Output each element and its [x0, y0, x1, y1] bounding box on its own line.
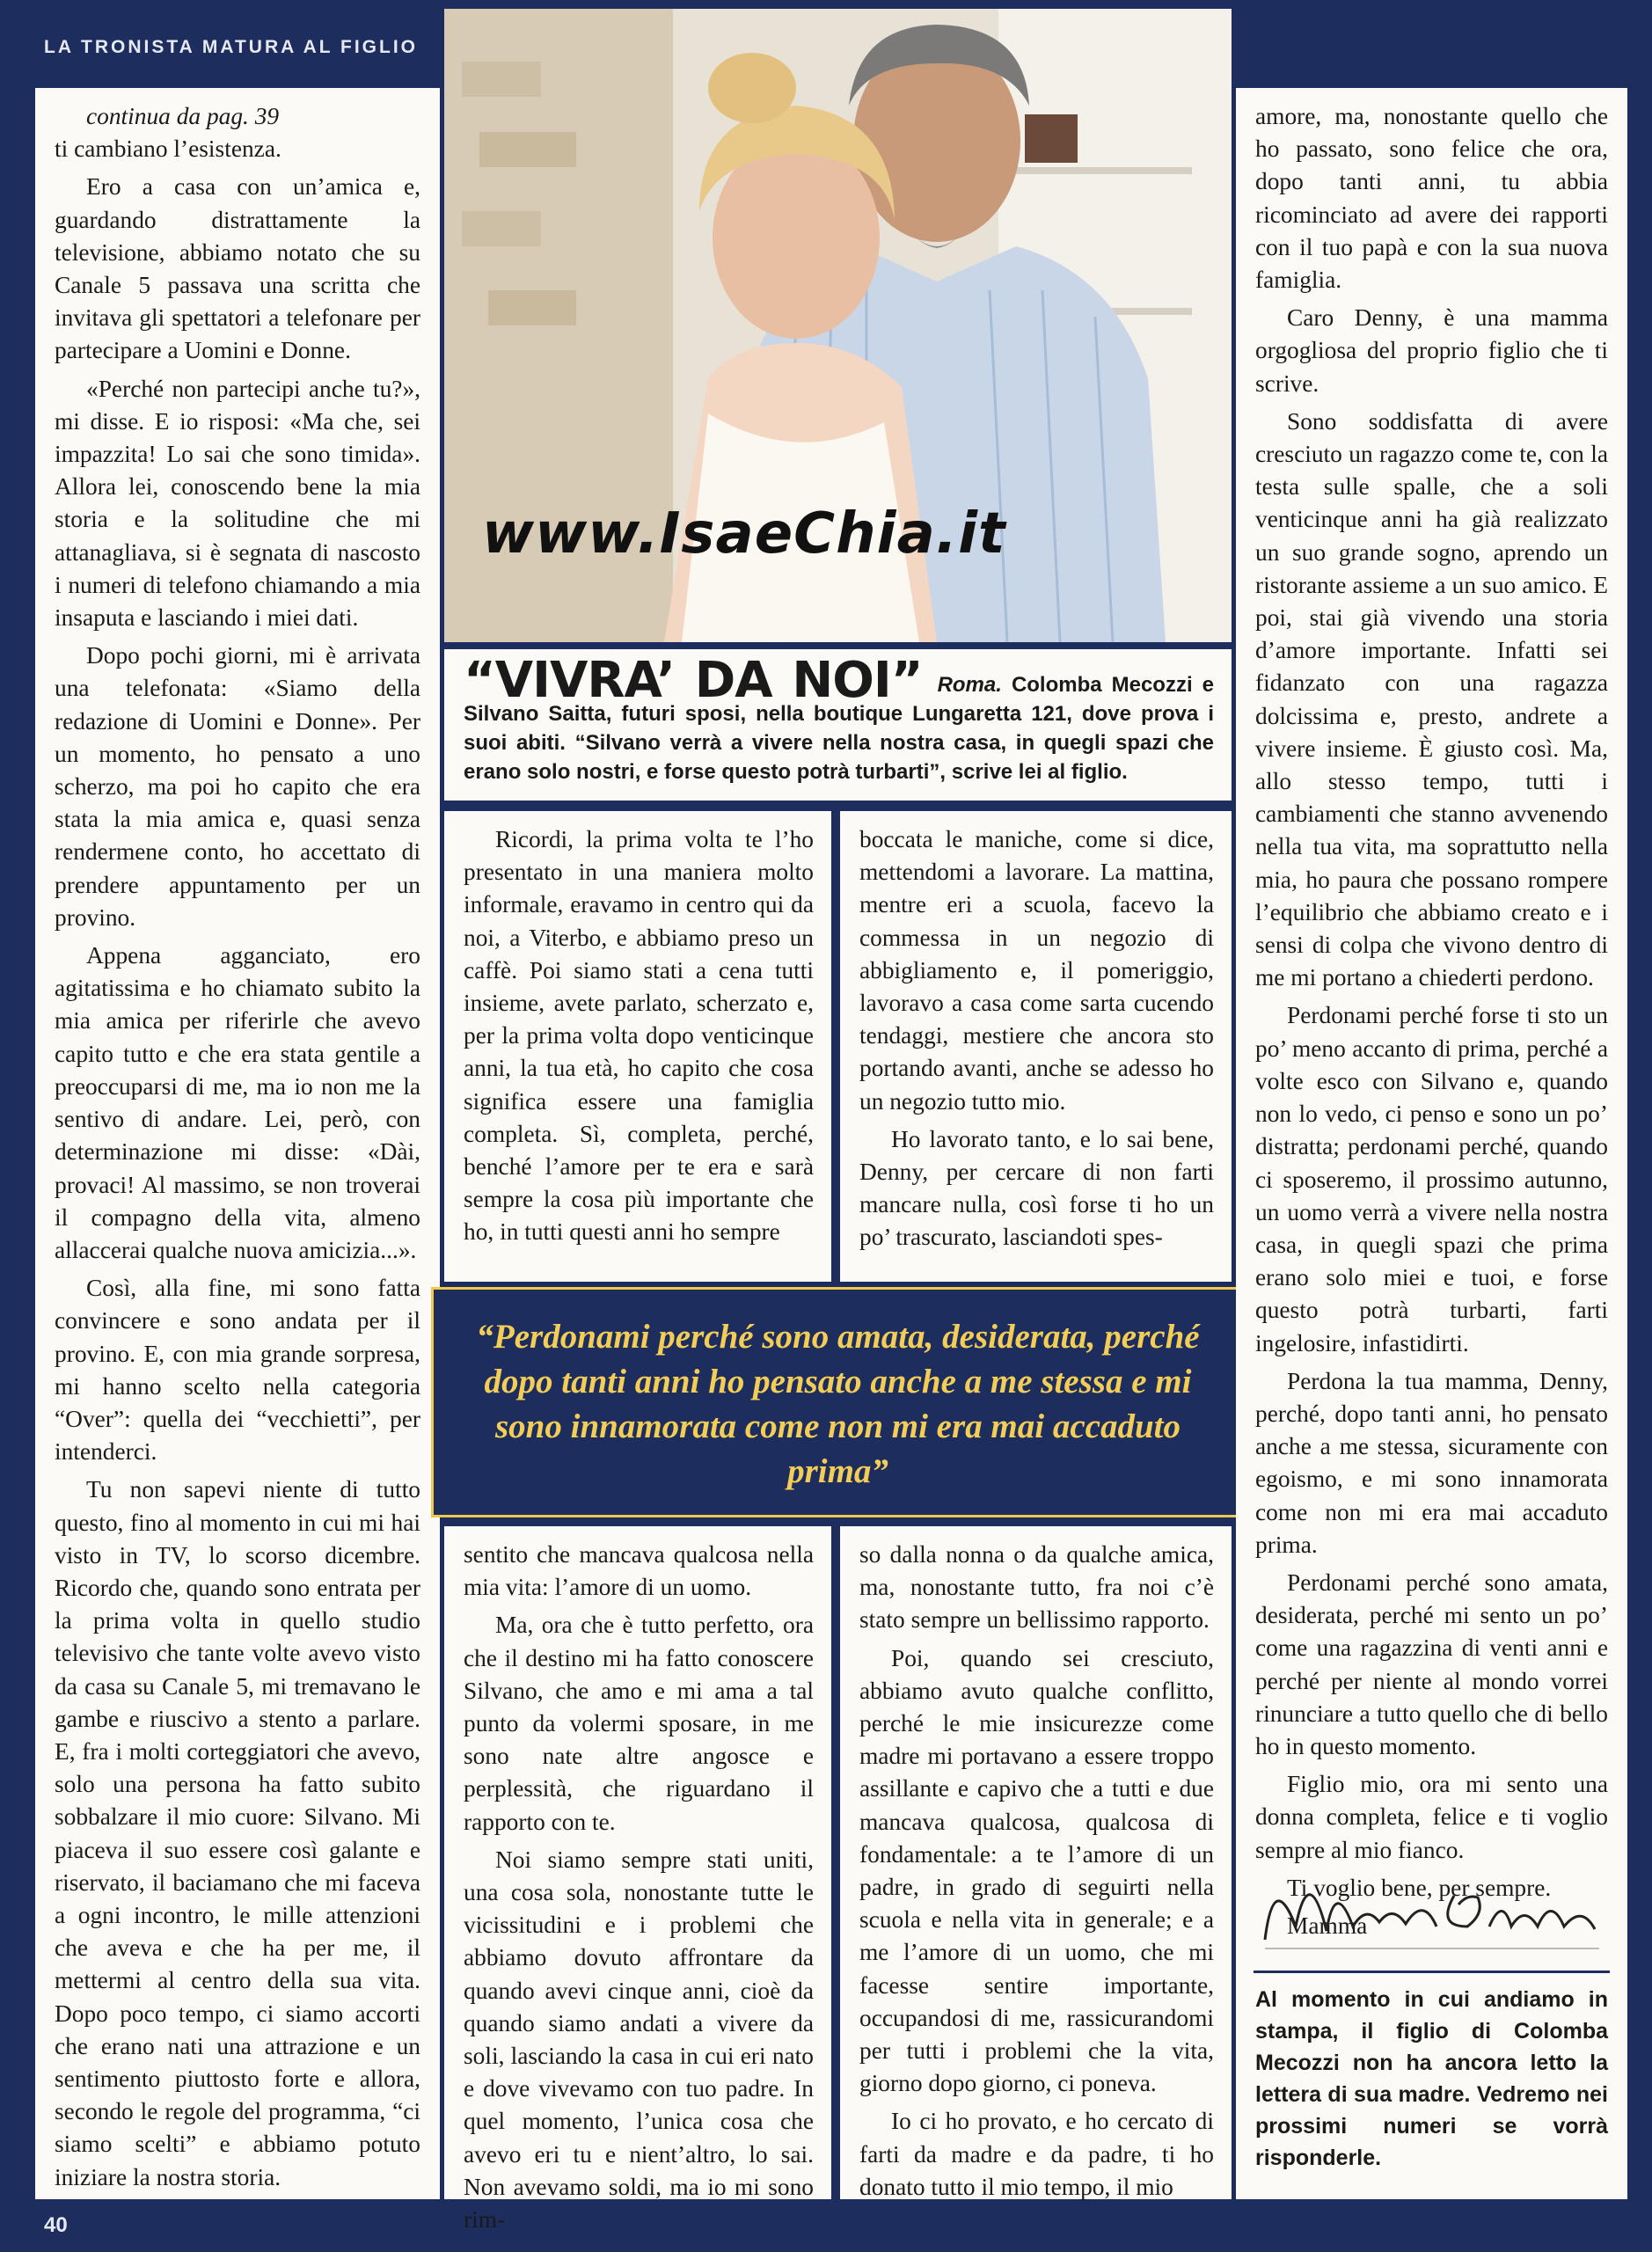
pull-quote: “Perdonami perché sono amata, desiderata, perché dopo tanti anni ho pensato anche a me stessa e mi sono innamorata come non mi era mai accaduto prima”	[431, 1287, 1245, 1517]
paragraph: Poi, quando sei cresciuto, abbiamo avuto qualche conflitto, perché le mie insicurezze come madre mi portavano a essere troppo assillante e capivo che a tutti e due mancava qualcosa, qualcosa di fondamentale: a te l’amore di un padre, in grado di seguirti nella scuola e nella vita in generale; e a me l’amore di un uomo, che mi facesse sentire importante, occupandosi di me, rassicurandomi per tutti i problemi che la vita, giorno dopo giorno, ci poneva.	[859, 1644, 1214, 2097]
handwritten-signature	[1247, 1843, 1617, 1966]
article-column-2-top	[444, 811, 831, 1282]
paragraph: boccata le maniche, come si dice, mettendomi a lavorare. La mattina, mentre eri a scuola, facevo la commessa in un negozio di abbigliamento e, il pomeriggio, lavoravo a casa come sarta cucendo tendaggi, mestiere che ancora sto portando avanti, anche se adesso ho un negozio tutto mio.	[859, 826, 1214, 1115]
editor-note: Al momento in cui andiamo in stampa, il figlio di Colomba Mecozzi non ha ancora letto la lettera di sua madre. Vedremo nei prossimi numeri se vorrà risponderle.	[1255, 1987, 1608, 2170]
paragraph: Tu non sapevi niente di tutto questo, fino al momento in cui mi hai visto in TV, lo scorso dicembre. Ricordo che, quando sono entrata per la prima volta in quello studio televisivo che tante volte avevo visto da casa su Canale 5, mi tremavano le gambe e riuscivo a stento a parlare. E, fra i molti corteggiatori che avevo, solo una persona ha fatto subito sobbalzare il mio cuore: Silvano. Mi piaceva il suo essere così galante e riservato, il baciamano che mi faceva a ogni incontro, le mille attenzioni che aveva e che ha per me, il mettermi al centro della sua vita. Dopo poco tempo, ci siamo accorti che erano nati una attrazione e un sentimento piuttosto forte e allora, secondo le regole del programma, “ci siamo scelti” e abbiamo potuto iniziare la nostra storia.	[55, 1476, 420, 2190]
caption-text: Colomba Mecozzi e Silvano Saitta, futuri sposi, nella boutique Lungaretta 121, dove prova i suoi abiti. “Silvano verrà a vivere nella nostra casa, in quegli spazi che erano solo nostri, e forse questo potrà turbarti”, scrive lei al figlio.	[464, 673, 1214, 784]
paragraph: Mamma	[1287, 1912, 1368, 1939]
divider	[1254, 1970, 1610, 1973]
paragraph: Perdonami perché forse ti sto un po’ meno accanto di prima, perché a volte esco con Silvano e, quando non lo vedo, ci penso e sono un po’ distratta; perdonami perché, quando ci sposeremo, il prossimo autunno, un uomo verrà a vivere nella nostra casa, in quegli spazi che prima erano solo miei e tuoi, e forse questo potrà turbarti, farti ingelosire, infastidirti.	[1255, 1002, 1608, 1356]
paragraph: Figlio mio, ora mi sento una donna completa, felice e ti voglio sempre al mio fianco.	[1255, 1771, 1608, 1863]
article-column-1	[35, 88, 440, 2199]
paragraph: «Perché non partecipi anche tu?», mi disse. E io risposi: «Ma che, sei impazzita! Lo sai che sono timida». Allora lei, conoscendo bene la mia storia e la solitudine che mi attanagliava, si è segnata di nascosto i numeri di telefono chiamando a mia insaputa e lasciando i miei dati.	[55, 375, 420, 632]
paragraph: Noi siamo sempre stati uniti, una cosa sola, nonostante tutte le vicissitudini e i problemi che abbiamo dovuto affrontare da quando avevi cinque anni, cioè da quando siamo andati a vivere da soli, lasciando la casa in cui eri nato e dove vivevamo con tuo padre. In quel momento, l’unica cosa che avevo eri tu e nient’altro, lo sai. Non avevamo soldi, ma io mi sono rim-	[464, 1846, 814, 2234]
paragraph: Caro Denny, è una mamma orgogliosa del proprio figlio che ti scrive.	[1255, 304, 1608, 397]
article-column-2-bottom	[444, 1526, 831, 2234]
article-column-3-bottom	[840, 1526, 1232, 2199]
watermark: www.IsaeChia.it	[482, 501, 1006, 567]
article-column-3-top	[840, 811, 1232, 1282]
paragraph: Appena agganciato, ero agitatissima e ho chiamato subito la mia amica per riferirle che avevo capito tutto e che era stata gentile a preoccuparsi di me, ma io non me la sentivo di andare. Lei, però, con determinazione mi disse: «Dài, provaci! Al massimo, se non troverai il compagno della vita, almeno allaccerai qualche nuova amicizia...».	[55, 942, 420, 1263]
continued-note: continua da pag. 39	[86, 103, 280, 129]
paragraph: so dalla nonna o da qualche amica, ma, nonostante tutto, fra noi c’è stato sempre un bellissimo rapporto.	[859, 1541, 1214, 1634]
photo-caption	[444, 649, 1232, 801]
paragraph: Ricordi, la prima volta te l’ho presentato in una maniera molto informale, eravamo in centro qui da noi, a Viterbo, e abbiamo preso un caffè. Poi siamo stati a cena tutti insieme, avete parlato, scherzato e, per la prima volta dopo venticinque anni, la tua età, ho capito che cosa significa essere una famiglia completa. Sì, completa, perché, benché l’amore per te era e sarà sempre la cosa più importante che ho, in tutti questi anni ho sempre	[464, 826, 814, 1246]
page-number: 40	[44, 2213, 68, 2237]
caption-place: Roma.	[937, 673, 1002, 697]
running-title: LA TRONISTA MATURA AL FIGLIO	[44, 37, 419, 57]
paragraph: Perdonami perché sono amata, desiderata, perché mi sento un po’ come una ragazzina di venti anni e perché per niente al mondo vorrei rinunciare a tutto quello che di bello ho in questo momento.	[1255, 1568, 1608, 1759]
caption-headline: “VIVRA’ DA NOI”	[464, 652, 923, 709]
paragraph: amore, ma, nonostante quello che ho passato, sono felice che ora, dopo tanti anni, tu abbia ricominciato ad avere dei rapporti con il tuo papà e con la sua nuova famiglia.	[1255, 103, 1608, 294]
paragraph: Ti voglio bene, per sempre.	[1287, 1874, 1552, 1901]
paragraph: Ma, ora che è tutto perfetto, ora che il destino mi ha fatto conoscere Silvano, che amo e mi ama a tal punto da volermi sposare, in me sono nate altre angosce e perplessità, che riguardano il rapporto con te.	[464, 1612, 814, 1835]
paragraph: Ho lavorato tanto, e lo sai bene, Denny, per cercare di non farti mancare nulla, così forse ti ho un po’ trascurato, lasciandoti spes-	[859, 1125, 1214, 1251]
paragraph: Sono soddisfatta di avere cresciuto un ragazzo come te, con la testa sulle spalle, che a soli venticinque anni ha già realizzato un suo grande sogno, aprendo un ristorante assieme a un suo amico. E poi, stai già vivendo una storia d’amore importante. Infatti sei fidanzato con una ragazza dolcissima e, presto, andrete a vivere insieme. È giusto così. Ma, allo stesso tempo, tutti i cambiamenti che stanno avvenendo nella tua vita, ma soprattutto nella mia, ho paura che possano rompere l’equilibrio che abbiamo creato e i sensi di colpa che vivono dentro di me mi portano a chiederti perdono.	[1255, 407, 1608, 991]
paragraph: Ero a casa con un’amica e, guardando distrattamente la televisione, abbiamo notato che su Canale 5 passava una scritta che invitava gli spettatori a telefonare per partecipare a Uomini e Donne.	[55, 173, 420, 364]
paragraph: Così, alla fine, mi sono fatta convincere e sono andata per il provino. E, con mia grande sorpresa, mi hanno scelto nella categoria “Over”: quella dei “vecchietti”, per intenderci.	[55, 1275, 420, 1466]
paragraph: Perdona la tua mamma, Denny, perché, dopo tanti anni, ho pensato anche a me stessa, sicuramente con egoismo, e mi sono innamorata come non mi era mai accaduto prima.	[1255, 1367, 1608, 1558]
paragraph: sentito che mancava qualcosa nella mia vita: l’amore di un uomo.	[464, 1541, 814, 1601]
paragraph: Io ci ho provato, e ho cercato di farti da madre e da padre, ti ho donato tutto il mio tempo, il mio	[859, 2108, 1214, 2200]
paragraph: ti cambiano l’esistenza.	[55, 135, 281, 163]
paragraph: Dopo pochi giorni, mi è arrivata una telefonata: «Siamo della redazione di Uomini e Donne». Per un momento, ho pensato a uno scherzo, ma poi ho capito che era stata la mia amica e, quasi senza rendermene conto, ho accettato di prendere appuntamento per un provino.	[55, 642, 420, 931]
